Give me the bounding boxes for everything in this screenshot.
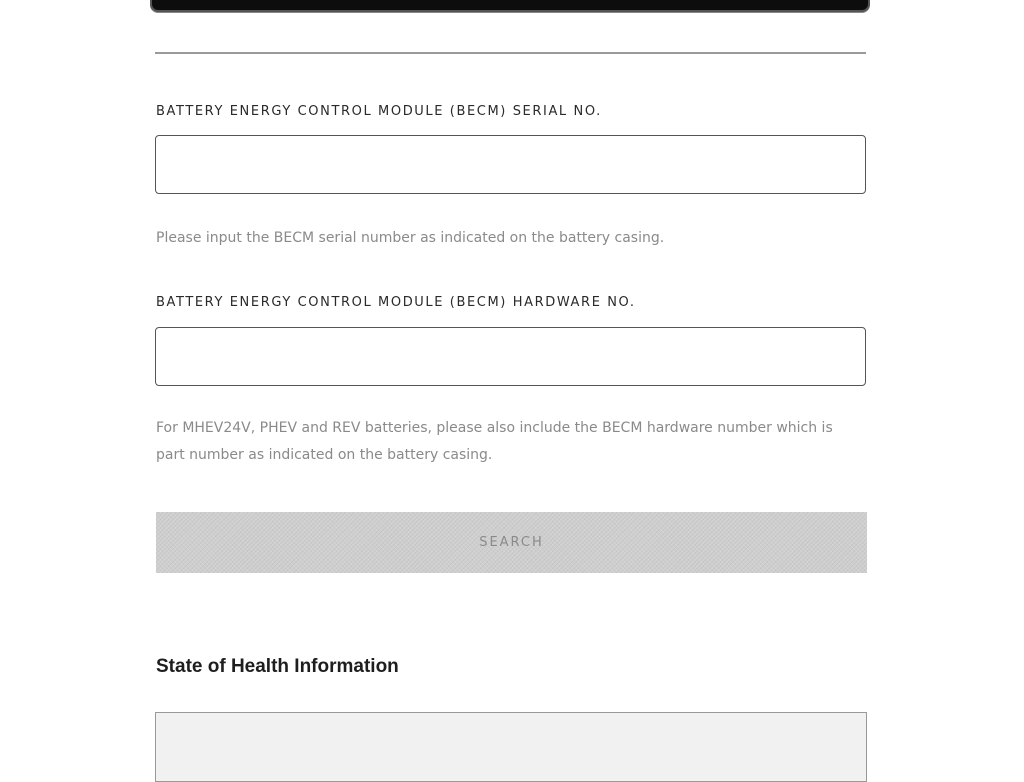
state-of-health-title: State of Health Information (156, 656, 399, 677)
search-button[interactable]: SEARCH (156, 512, 867, 573)
hardware-number-hint: For MHEV24V, PHEV and REV batteries, please also include the BECM hardware number which is part number as indicated on the battery casing. (156, 420, 833, 463)
section-divider (155, 52, 866, 54)
hardware-number-label: BATTERY ENERGY CONTROL MODULE (BECM) HARDWARE NO. (156, 295, 636, 310)
top-header-bar (150, 0, 870, 12)
serial-number-input[interactable] (155, 135, 866, 194)
serial-number-label: BATTERY ENERGY CONTROL MODULE (BECM) SERIAL NO. (156, 104, 602, 119)
state-of-health-panel (155, 712, 867, 782)
serial-number-hint: Please input the BECM serial number as indicated on the battery casing. (156, 230, 665, 246)
hardware-number-input[interactable] (155, 327, 866, 386)
